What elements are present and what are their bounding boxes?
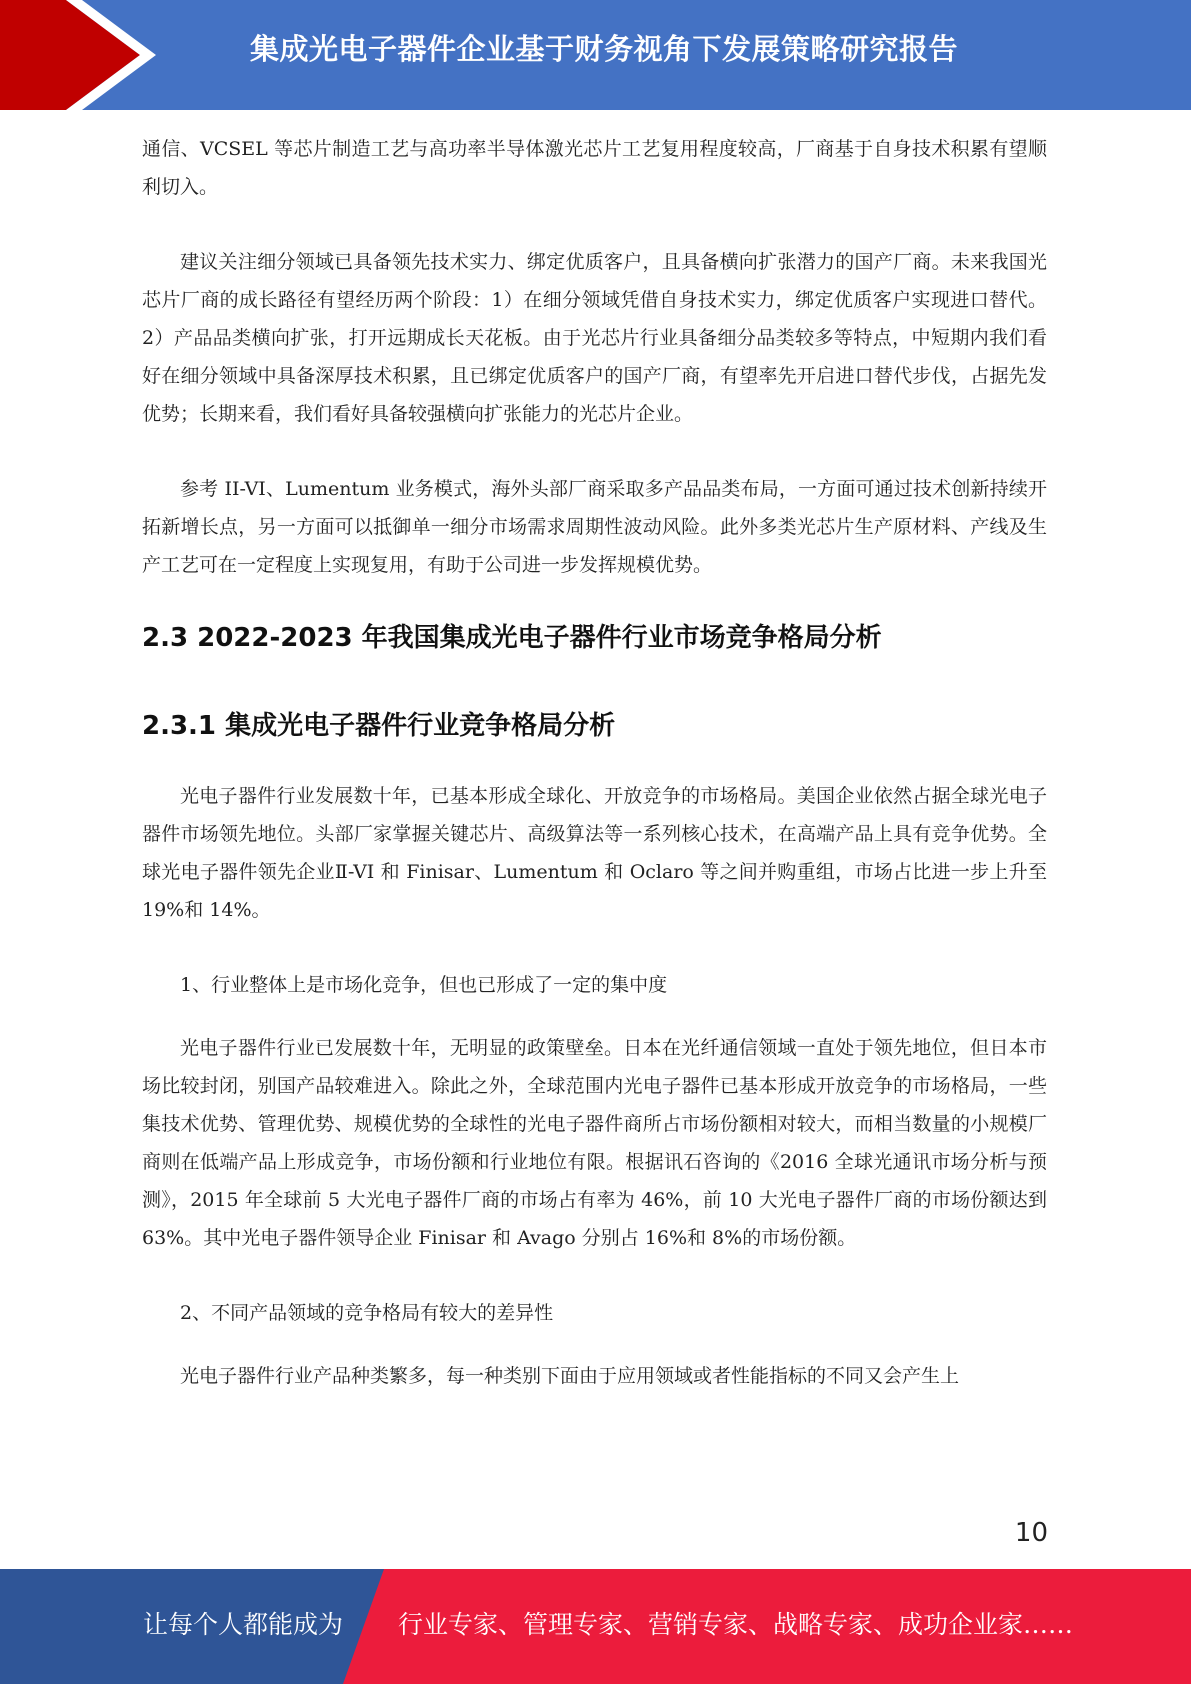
paragraph: 通信、VCSEL 等芯片制造工艺与高功率半导体激光芯片工艺复用程度较高，厂商基于自身技术积累有望顺利切入。 (142, 138, 1047, 198)
list-heading: 2、不同产品领域的竞争格局有较大的差异性 (180, 1302, 554, 1324)
list-heading: 1、行业整体上是市场化竞争，但也已形成了一定的集中度 (180, 974, 668, 996)
page-footer (0, 1569, 1191, 1684)
paragraph: 光电子器件行业已发展数十年，无明显的政策壁垒。日本在光纤通信领域一直处于领先地位，但日本市场比较封闭，别国产品较难进入。除此之外，全球范围内光电子器件已基本形成开放竞争的市场格局，一些集技术优势、管理优势、规模优势的全球性的光电子器件商所占市场份额相对较大，而相当数量的小规模厂商则在低端产品上形成竞争，市场份额和行业地位有限。根据讯石咨询的《2016 全球光通讯市场分析与预测》，2015 年全球前 5 大光电子器件厂商的市场占有率为 46%，前 10 大光电子器件厂商的市场份额达到 63%。其中光电子器件领导企业 Finisar 和 Avago 分别占 16%和 8%的市场份额。 (142, 1037, 1047, 1249)
header-chevron-graphic (0, 0, 160, 110)
paragraph: 建议关注细分领域已具备领先技术实力、绑定优质客户，且具备横向扩张潜力的国产厂商。未来我国光芯片厂商的成长路径有望经历两个阶段：1）在细分领域凭借自身技术实力，绑定优质客户实现进口替代。2）产品品类横向扩张，打开远期成长天花板。由于光芯片行业具备细分品类较多等特点，中短期内我们看好在细分领域中具备深厚技术积累，且已绑定优质客户的国产厂商，有望率先开启进口替代步伐，占据先发优势；长期来看，我们看好具备较强横向扩张能力的光芯片企业。 (142, 251, 1047, 425)
page-number: 10 (1014, 1518, 1048, 1548)
paragraph: 参考 II-VI、Lumentum 业务模式，海外头部厂商采取多产品品类布局，一方面可通过技术创新持续开拓新增长点，另一方面可以抵御单一细分市场需求周期性波动风险。此外多类光芯片生产原材料、产线及生产工艺可在一定程度上实现复用，有助于公司进一步发挥规模优势。 (142, 478, 1047, 576)
paragraph: 光电子器件行业产品种类繁多，每一种类别下面由于应用领域或者性能指标的不同又会产生上 (180, 1365, 960, 1387)
page-content (142, 130, 1047, 1432)
paragraph: 光电子器件行业发展数十年，已基本形成全球化、开放竞争的市场格局。美国企业依然占据全球光电子器件市场领先地位。头部厂家掌握关键芯片、高级算法等一系列核心技术，在高端产品上具有竞争优势。全球光电子器件领先企业Ⅱ-VI 和 Finisar、Lumentum 和 Oclaro 等之间并购重组，市场占比进一步上升至 19%和 14%。 (142, 785, 1047, 921)
subsection-heading: 2.3.1 集成光电子器件行业竞争格局分析 (142, 711, 616, 741)
page-header (0, 0, 1191, 110)
report-title: 集成光电子器件企业基于财务视角下发展策略研究报告 (250, 32, 959, 66)
section-heading: 2.3 2022-2023 年我国集成光电子器件行业市场竞争格局分析 (142, 623, 882, 653)
footer-slogan-right: 行业专家、管理专家、营销专家、战略专家、成功企业家…… (398, 1610, 1074, 1639)
footer-slogan-left: 让每个人都能成为 (143, 1610, 344, 1639)
